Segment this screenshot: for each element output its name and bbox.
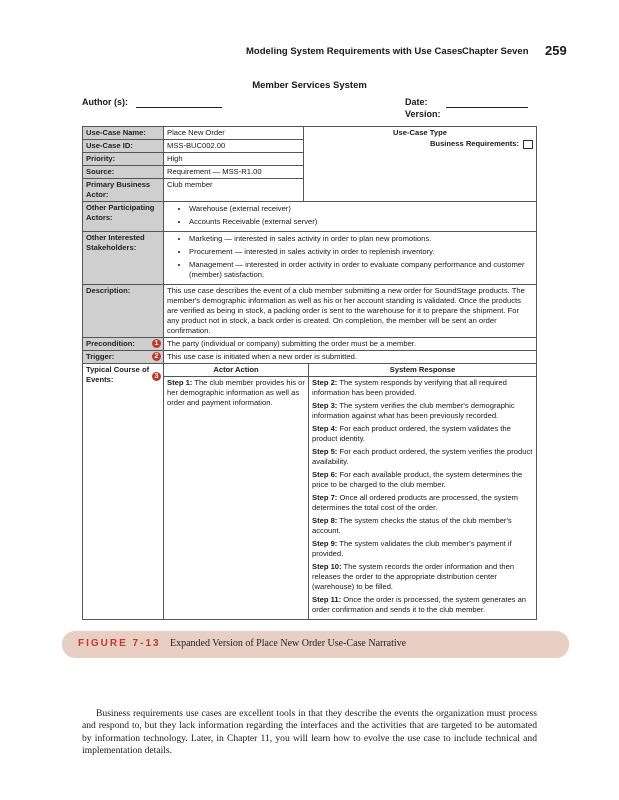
precondition-value: The party (individual or company) submitting the order must be a member. (164, 338, 537, 351)
figure-label: FIGURE 7-13 (78, 638, 161, 649)
step-text: The system checks the status of the club member's account. (312, 516, 512, 535)
system-step (312, 516, 533, 536)
precondition-label-cell (83, 338, 164, 351)
actor-step (167, 378, 305, 408)
step-label: Step 3: (312, 401, 338, 410)
name-value: Place New Order (164, 127, 304, 140)
step-label: Step 8: (312, 516, 338, 525)
system-step (312, 493, 533, 513)
priority-value: High (164, 153, 304, 166)
precondition-label: Precondition: (86, 339, 135, 348)
step-label: Step 1: (167, 378, 193, 387)
priority-label: Priority: (83, 153, 164, 166)
step-label: Step 10: (312, 562, 342, 571)
system-response-cell (309, 377, 537, 620)
course-number-badge: 3 (152, 372, 161, 381)
other-actor-item: • Accounts Receivable (external server) (189, 217, 533, 227)
step-text: For each product ordered, the system verifies the product availability. (312, 447, 533, 466)
trigger-label: Trigger: (86, 352, 115, 361)
stakeholder-item: • Marketing — interested in sales activity in order to plan new promotions. (189, 234, 533, 244)
actor-action-cell (164, 377, 309, 620)
checkbox-icon (523, 140, 533, 149)
step-text: The system verifies the club member's demographic information against what has been previously recorded. (312, 401, 515, 420)
system-step (312, 470, 533, 490)
step-text: The system responds by verifying that all required information has been provided. (312, 378, 507, 397)
step-text: The system records the order information and then releases the order to the appropriate distribution center (warehouse) to be filled. (312, 562, 515, 591)
step-text: Once the order is processed, the system generates an order confirmation and sends it to the club member. (312, 595, 527, 614)
primary-actor-value: Club member (164, 179, 304, 202)
trigger-value: This use case is initiated when a new order is submitted. (164, 351, 537, 364)
system-step (312, 595, 533, 615)
running-title: Modeling System Requirements with Use Cases (246, 46, 463, 57)
description-value: This use case describes the event of a club member submitting a new order for SoundStage products. The member's demographic information as well as his or her account standing is validated. Once the products are verified as being in stock, a packing order is sent to the warehouse for it to prepare the shipment. For any product not in stock, a back order is created. On completion, the member will be sent an order confirmation. (164, 285, 537, 338)
step-label: Step 5: (312, 447, 338, 456)
name-label: Use-Case Name: (83, 127, 164, 140)
stakeholder-item: • Procurement — interested in sales activity in order to replenish inventory. (189, 247, 533, 257)
other-actor-item: • Warehouse (external receiver) (189, 204, 533, 214)
precondition-number-badge: 1 (152, 339, 161, 348)
step-text: The system validates the club member's payment if provided. (312, 539, 512, 558)
version-label: Version: (405, 109, 441, 119)
description-label: Description: (83, 285, 164, 338)
system-step (312, 424, 533, 444)
use-case-type-label: Use-Case Type (393, 128, 447, 137)
figure-caption: Expanded Version of Place New Order Use-Case Narrative (170, 638, 407, 649)
system-step (312, 401, 533, 421)
business-requirements-label: Business Requirements: (429, 139, 519, 148)
stakeholder-item: • Management — interested in order activity in order to evaluate company performance and customer (member) satisfaction. (189, 260, 533, 280)
course-label-cell (83, 364, 164, 620)
trigger-label-cell (83, 351, 164, 364)
course-table (164, 364, 536, 619)
use-case-type-cell (304, 127, 537, 202)
step-label: Step 6: (312, 470, 338, 479)
source-value: Requirement — MSS-R1.00 (164, 166, 304, 179)
author-line (136, 107, 222, 108)
primary-actor-label: Primary Business Actor: (83, 179, 164, 202)
step-text: For each product ordered, the system validates the product identity. (312, 424, 511, 443)
use-case-table (82, 126, 537, 620)
actor-action-header: Actor Action (164, 364, 309, 377)
step-label: Step 9: (312, 539, 338, 548)
author-label: Author (s): (82, 97, 128, 107)
step-text: Once all ordered products are processed, the system determines the total cost of the order. (312, 493, 518, 512)
id-label: Use-Case ID: (83, 140, 164, 153)
system-title: Member Services System (252, 80, 367, 91)
date-line (446, 107, 528, 108)
step-text: The club member provides his or her demographic information as well as order and payment information. (167, 378, 305, 407)
source-label: Source: (83, 166, 164, 179)
chapter-label: Chapter Seven (462, 46, 529, 57)
course-label: Typical Course of Events: (86, 365, 150, 384)
step-text: For each available product, the system determines the price to be charged to the club member. (312, 470, 523, 489)
system-step (312, 378, 533, 398)
date-label: Date: (405, 97, 428, 107)
page-number: 259 (545, 43, 567, 58)
id-value: MSS-BUC002.00 (164, 140, 304, 153)
system-step (312, 539, 533, 559)
other-actors-cell (164, 202, 537, 232)
system-step (312, 447, 533, 467)
stakeholders-label: Other Interested Stakeholders: (83, 232, 164, 285)
other-actors-label: Other Participating Actors: (83, 202, 164, 232)
system-step (312, 562, 533, 592)
body-paragraph: Business requirements use cases are excellent tools in that they describe the events the organization must process and respond to, but they lack information regarding the interfaces and the activities that are targeted to be automated by information technology. Later, in Chapter 11, you will learn how to evolve the use case to include technical and implementation details. (82, 708, 537, 757)
step-label: Step 2: (312, 378, 338, 387)
trigger-number-badge: 2 (152, 352, 161, 361)
course-cell (164, 364, 537, 620)
step-label: Step 4: (312, 424, 338, 433)
stakeholders-cell (164, 232, 537, 285)
business-requirements-row (307, 139, 533, 149)
system-response-header: System Response (309, 364, 537, 377)
step-label: Step 7: (312, 493, 338, 502)
step-label: Step 11: (312, 595, 342, 604)
